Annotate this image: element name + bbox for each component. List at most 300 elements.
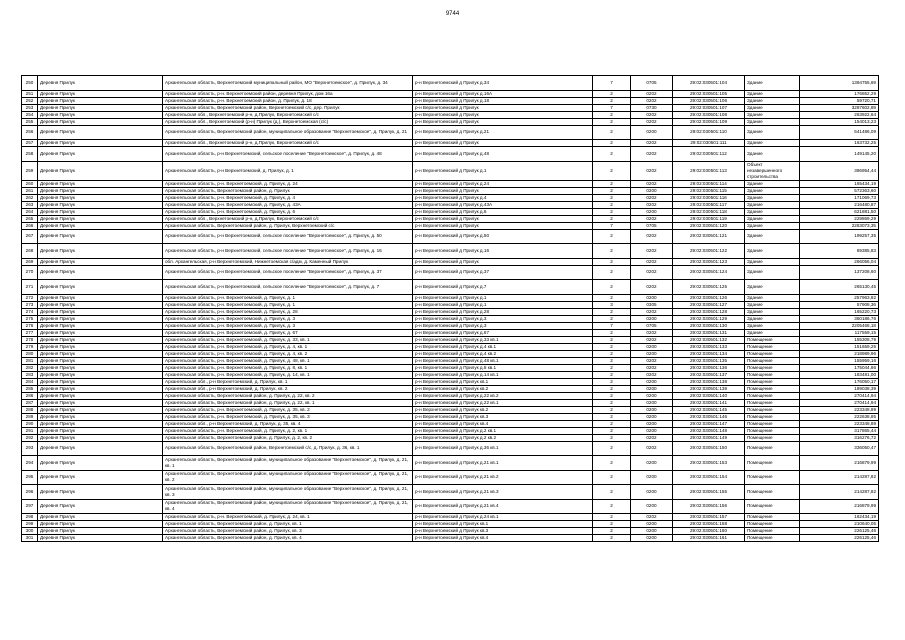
full-address-cell: Архангельская область, Верхнетоемский район, муниципальное образование "Верхнетоемское", д. Прилук, д. 21, кв. 1 <box>163 456 413 471</box>
cadastral-number-cell: 29:02:030501:108 <box>673 111 745 118</box>
row-number-cell: 274 <box>22 308 38 315</box>
group-code-cell: 2 <box>593 371 631 378</box>
full-address-cell: Архангельская область, р-н. Верхнетоемский, д. Прилук, д. 4, кв. 1 <box>163 343 413 350</box>
cadastral-value-cell: 223348,89 <box>800 406 879 413</box>
full-address-cell: Архангельская обл., р-н Верхнетоемский, д. Прилук, д. 35, кв. 4 <box>163 420 413 427</box>
row-number-cell: 300 <box>22 528 38 535</box>
cadastral-number-cell: 29:02:030501:116 <box>673 194 745 201</box>
cadastral-number-cell: 29:02:030501:139 <box>673 385 745 392</box>
short-address-cell: р-н Верхнетоемский д Прилук д.28 <box>413 308 593 315</box>
settlement-cell: Деревня Прилук <box>38 392 163 399</box>
object-type-cell: Здание <box>745 294 800 301</box>
table-row <box>22 350 879 357</box>
table-row <box>22 514 879 521</box>
row-number-cell: 279 <box>22 343 38 350</box>
settlement-cell: Деревня Прилук <box>38 350 163 357</box>
table-row <box>22 456 879 471</box>
subgroup-code-cell: 0200 <box>631 413 673 420</box>
full-address-cell: Архангельская область, р-н. Верхнетоемский, д. Прилук, д. 1 <box>163 294 413 301</box>
object-type-cell: Здание <box>745 301 800 308</box>
group-code-cell: 2 <box>593 378 631 385</box>
table-row <box>22 118 879 125</box>
cadastral-number-cell: 29:02:030501:150 <box>673 441 745 456</box>
table-row <box>22 343 879 350</box>
short-address-cell: р-н Верхнетоемский д Прилук кв.4 <box>413 420 593 427</box>
cadastral-value-cell: 263922,64 <box>800 111 879 118</box>
settlement-cell: Деревня Прилук <box>38 104 163 111</box>
cadastral-number-cell: 29:02:030501:109 <box>673 118 745 125</box>
short-address-cell: р-н Верхнетоемский д Прилук д.4 кв.2 <box>413 350 593 357</box>
subgroup-code-cell: 0200 <box>631 294 673 301</box>
short-address-cell: р-н Верхнетоемский д Прилук д.16 <box>413 244 593 259</box>
settlement-cell: Деревня Прилук <box>38 301 163 308</box>
settlement-cell: Деревня Прилук <box>38 336 163 343</box>
settlement-cell: Деревня Прилук <box>38 322 163 329</box>
cadastral-value-cell: 162434,19 <box>800 514 879 521</box>
cadastral-value-cell: 266056,04 <box>800 258 879 265</box>
short-address-cell: р-н Верхнетоемский д Прилук д.21 кв.1 <box>413 456 593 471</box>
object-type-cell: Здание <box>745 308 800 315</box>
short-address-cell: р-н Верхнетоемский д Прилук д.50 <box>413 229 593 244</box>
cadastral-value-cell: 165434,19 <box>800 180 879 187</box>
full-address-cell: Архангельская область, р-н. Верхнетоемский, д. Прилук, д. 1 <box>163 301 413 308</box>
cadastral-value-cell: 183481,00 <box>800 371 879 378</box>
cadastral-value-cell: 226125,46 <box>800 535 879 542</box>
short-address-cell: р-н Верхнетоемский д Прилук д.21 <box>413 125 593 140</box>
cadastral-number-cell: 29:02:030501:138 <box>673 378 745 385</box>
object-type-cell: Здание <box>745 315 800 322</box>
table-row <box>22 329 879 336</box>
short-address-cell: р-н Верхнетоемский д Прилук кв.4 <box>413 535 593 542</box>
subgroup-code-cell: 0200 <box>631 427 673 434</box>
full-address-cell: Архангельская область, р-н Верхнетоемский, сельское поселение "Верхнетоемское", д. Прилук, д. 16 <box>163 244 413 259</box>
group-code-cell: 2 <box>593 470 631 485</box>
table-row <box>22 315 879 322</box>
group-code-cell: 2 <box>593 434 631 441</box>
row-number-cell: 252 <box>22 97 38 104</box>
short-address-cell: р-н Верхнетоемский д Прилук д.21 кв.2 <box>413 470 593 485</box>
cadastral-value-cell: 386954,44 <box>800 161 879 180</box>
object-type-cell: Помещение <box>745 485 800 500</box>
settlement-cell: Деревня Прилук <box>38 385 163 392</box>
object-type-cell: Помещение <box>745 413 800 420</box>
row-number-cell: 293 <box>22 441 38 456</box>
row-number-cell: 287 <box>22 399 38 406</box>
group-code-cell: 2 <box>593 315 631 322</box>
subgroup-code-cell: 0202 <box>631 201 673 208</box>
cadastral-number-cell: 29:02:030501:121 <box>673 229 745 244</box>
cadastral-value-cell: 229869,29 <box>800 215 879 222</box>
settlement-cell: Деревня Прилук <box>38 161 163 180</box>
row-number-cell: 280 <box>22 350 38 357</box>
object-type-cell: Здание <box>745 111 800 118</box>
row-number-cell: 289 <box>22 413 38 420</box>
cadastral-value-cell: 176862,29 <box>800 90 879 97</box>
full-address-cell: Архангельская область, р-н. Верхнетоемский район, д. Прилук, д. 18 <box>163 97 413 104</box>
full-address-cell: Архангельская область, р-н. Верхнетоемский, д. Прилук, д. 28 <box>163 308 413 315</box>
subgroup-code-cell: 0202 <box>631 140 673 147</box>
object-type-cell: Здание <box>745 244 800 259</box>
full-address-cell: Архангельская область, р-н. Верхнетоемский, д. Прилук, д. 4, кв. 2 <box>163 350 413 357</box>
group-code-cell: 2 <box>593 441 631 456</box>
subgroup-code-cell: 0200 <box>631 350 673 357</box>
subgroup-code-cell: 0200 <box>631 187 673 194</box>
settlement-cell: Деревня Прилук <box>38 222 163 229</box>
short-address-cell: р-н Верхнетоемский д Прилук д.48 <box>413 147 593 162</box>
cadastral-value-cell: 175044,86 <box>800 364 879 371</box>
table-row <box>22 147 879 162</box>
group-code-cell: 2 <box>593 125 631 140</box>
table-row <box>22 371 879 378</box>
object-type-cell: Помещение <box>745 514 800 521</box>
settlement-cell: Деревня Прилук <box>38 187 163 194</box>
row-number-cell: 258 <box>22 147 38 162</box>
object-type-cell: Здание <box>745 187 800 194</box>
cadastral-value-cell: 270414,94 <box>800 399 879 406</box>
full-address-cell: Архангельская область, р-н. Верхнетоемский, д. Прилук, д. 48, кв. 1 <box>163 357 413 364</box>
object-type-cell: Помещение <box>745 535 800 542</box>
group-code-cell: 2 <box>593 97 631 104</box>
group-code-cell: 2 <box>593 308 631 315</box>
row-number-cell: 298 <box>22 514 38 521</box>
subgroup-code-cell: 0202 <box>631 371 673 378</box>
cadastral-number-cell: 29:02:030501:148 <box>673 427 745 434</box>
row-number-cell: 250 <box>22 76 38 91</box>
short-address-cell: р-н Верхнетоемский д Прилук д.7 <box>413 280 593 295</box>
subgroup-code-cell: 0202 <box>631 118 673 125</box>
settlement-cell: Деревня Прилук <box>38 521 163 528</box>
cadastral-value-cell: 3287602,89 <box>800 104 879 111</box>
settlement-cell: Деревня Прилук <box>38 329 163 336</box>
subgroup-code-cell: 0202 <box>631 180 673 187</box>
object-type-cell: Здание <box>745 147 800 162</box>
table-row <box>22 322 879 329</box>
table-row <box>22 301 879 308</box>
group-code-cell: 2 <box>593 90 631 97</box>
cadastral-value-cell: 216879,99 <box>800 499 879 514</box>
cadastral-value-cell: 222638,85 <box>800 413 879 420</box>
object-type-cell: Здание <box>745 194 800 201</box>
row-number-cell: 269 <box>22 258 38 265</box>
short-address-cell: р-н Верхнетоемский д Прилук д.21 кв.3 <box>413 485 593 500</box>
short-address-cell: р-н Верхнетоемский д Прилук д.1 <box>413 301 593 308</box>
group-code-cell: 2 <box>593 180 631 187</box>
row-number-cell: 275 <box>22 315 38 322</box>
settlement-cell: Деревня Прилук <box>38 147 163 162</box>
cadastral-value-cell: 57908,36 <box>800 301 879 308</box>
short-address-cell: р-н Верхнетоемский д Прилук кв.3 <box>413 413 593 420</box>
table-row <box>22 427 879 434</box>
table-row <box>22 535 879 542</box>
full-address-cell: Архангельская область, р-н. Верхнетоемский, д. Прилук, д. 8, кв. 1 <box>163 364 413 371</box>
group-code-cell: 2 <box>593 111 631 118</box>
cadastral-value-cell: 216879,99 <box>800 456 879 471</box>
group-code-cell: 2 <box>593 265 631 280</box>
row-number-cell: 295 <box>22 470 38 485</box>
table-row <box>22 364 879 371</box>
group-code-cell: 2 <box>593 456 631 471</box>
settlement-cell: Деревня Прилук <box>38 371 163 378</box>
subgroup-code-cell: 0202 <box>631 357 673 364</box>
group-code-cell: 2 <box>593 364 631 371</box>
cadastral-number-cell: 29:02:030501:141 <box>673 399 745 406</box>
cadastral-value-cell: 216480,87 <box>800 201 879 208</box>
row-number-cell: 286 <box>22 392 38 399</box>
row-number-cell: 262 <box>22 194 38 201</box>
table-row <box>22 357 879 364</box>
object-type-cell: Здание <box>745 329 800 336</box>
full-address-cell: Архангельская область, Верхнетоемский район, д. Прилук, д. 2, кв. 2 <box>163 434 413 441</box>
cadastral-number-cell: 29:02:030501:134 <box>673 350 745 357</box>
page-number: 9744 <box>445 11 460 17</box>
table-body <box>22 76 879 542</box>
row-number-cell: 257 <box>22 140 38 147</box>
group-code-cell: 2 <box>593 294 631 301</box>
full-address-cell: Архангельская область, р-н. Верхнетоемский, д. Прилук, д. 3 <box>163 315 413 322</box>
full-address-cell: Архангельская область, Верхнетоемский район, муниципальное образование "Верхнетоемское", д. Прилук, д. 21, кв. 3 <box>163 485 413 500</box>
object-type-cell: Здание <box>745 208 800 215</box>
group-code-cell: 2 <box>593 399 631 406</box>
cadastral-number-cell: 29:02:030501:111 <box>673 140 745 147</box>
short-address-cell: р-н Верхнетоемский д Прилук д.18 <box>413 97 593 104</box>
settlement-cell: Деревня Прилук <box>38 76 163 91</box>
group-code-cell: 2 <box>593 413 631 420</box>
full-address-cell: Архангельская область, Верхнетоемский район, д. Прилук, кв. 3 <box>163 528 413 535</box>
settlement-cell: Деревня Прилук <box>38 514 163 521</box>
table-row <box>22 187 879 194</box>
group-code-cell: 2 <box>593 147 631 162</box>
table-row <box>22 521 879 528</box>
group-code-cell: 2 <box>593 229 631 244</box>
table-row <box>22 97 879 104</box>
cadastral-value-cell: 572363,60 <box>800 187 879 194</box>
short-address-cell: р-н Верхнетоемский д Прилук д.8 кв.1 <box>413 364 593 371</box>
group-code-cell: 2 <box>593 392 631 399</box>
settlement-cell: Деревня Прилук <box>38 535 163 542</box>
subgroup-code-cell: 0705 <box>631 76 673 91</box>
row-number-cell: 283 <box>22 371 38 378</box>
cadastral-value-cell: 189038,39 <box>800 385 879 392</box>
settlement-cell: Деревня Прилук <box>38 441 163 456</box>
table-row <box>22 308 879 315</box>
short-address-cell: р-н Верхнетоемский д Прилук кв.2 <box>413 385 593 392</box>
group-code-cell: 2 <box>593 201 631 208</box>
settlement-cell: Деревня Прилук <box>38 427 163 434</box>
cadastral-value-cell: 226125,46 <box>800 528 879 535</box>
object-type-cell: Здание <box>745 90 800 97</box>
object-type-cell: Здание <box>745 201 800 208</box>
object-type-cell: Помещение <box>745 378 800 385</box>
short-address-cell: р-н Верхнетоемский д Прилук д.4 <box>413 194 593 201</box>
row-number-cell: 285 <box>22 385 38 392</box>
object-type-cell: Здание <box>745 97 800 104</box>
cadastral-number-cell: 29:02:030501:146 <box>673 413 745 420</box>
cadastral-number-cell: 29:02:030501:112 <box>673 147 745 162</box>
row-number-cell: 297 <box>22 499 38 514</box>
row-number-cell: 254 <box>22 111 38 118</box>
settlement-cell: Деревня Прилук <box>38 434 163 441</box>
settlement-cell: Деревня Прилук <box>38 420 163 427</box>
object-type-cell: Здание <box>745 140 800 147</box>
subgroup-code-cell: 0202 <box>631 434 673 441</box>
object-type-cell: Помещение <box>745 420 800 427</box>
row-number-cell: 281 <box>22 357 38 364</box>
row-number-cell: 276 <box>22 322 38 329</box>
subgroup-code-cell: 0705 <box>631 322 673 329</box>
cadastral-number-cell: 29:02:030501:126 <box>673 294 745 301</box>
settlement-cell: Деревня Прилук <box>38 97 163 104</box>
object-type-cell: Помещение <box>745 528 800 535</box>
cadastral-value-cell: 1394755,69 <box>800 76 879 91</box>
full-address-cell: Архангельская обл., Верхнетоемский р-н, д.Прилук, Верхнетоемский с/с <box>163 111 413 118</box>
settlement-cell: Деревня Прилук <box>38 265 163 280</box>
cadastral-number-cell: 29:02:030501:135 <box>673 357 745 364</box>
cadastral-value-cell: 257963,82 <box>800 294 879 301</box>
group-code-cell: 7 <box>593 76 631 91</box>
subgroup-code-cell: 0200 <box>631 420 673 427</box>
cadastral-value-cell: 117559,15 <box>800 329 879 336</box>
object-type-cell: Здание <box>745 215 800 222</box>
subgroup-code-cell: 0202 <box>631 244 673 259</box>
cadastral-value-cell: 165220,73 <box>800 308 879 315</box>
row-number-cell: 251 <box>22 90 38 97</box>
object-type-cell: Помещение <box>745 392 800 399</box>
table-row <box>22 406 879 413</box>
short-address-cell: р-н Верхнетоемский д Прилук д.2 кв.2 <box>413 434 593 441</box>
cadastral-value-cell: 541486,09 <box>800 125 879 140</box>
cadastral-value-cell: 89385,83 <box>800 244 879 259</box>
object-type-cell: Помещение <box>745 336 800 343</box>
group-code-cell: 2 <box>593 244 631 259</box>
subgroup-code-cell: 0200 <box>631 125 673 140</box>
cadastral-number-cell: 29:02:030501:117 <box>673 201 745 208</box>
full-address-cell: Архангельская обл., Верхнетоемский р-н, д.Прилук, Верхнетоемский с/с <box>163 215 413 222</box>
short-address-cell: р-н Верхнетоемский д Прилук д.3 <box>413 315 593 322</box>
group-code-cell: 7 <box>593 104 631 111</box>
table-row <box>22 194 879 201</box>
subgroup-code-cell: 0200 <box>631 385 673 392</box>
subgroup-code-cell: 0202 <box>631 229 673 244</box>
group-code-cell: 2 <box>593 336 631 343</box>
cadastral-number-cell: 29:02:030501:158 <box>673 521 745 528</box>
settlement-cell: Деревня Прилук <box>38 258 163 265</box>
cadastral-number-cell: 29:02:030501:107 <box>673 104 745 111</box>
row-number-cell: 294 <box>22 456 38 471</box>
cadastral-value-cell: 163732,25 <box>800 140 879 147</box>
subgroup-code-cell: 0200 <box>631 343 673 350</box>
cadastral-number-cell: 29:02:030501:140 <box>673 392 745 399</box>
short-address-cell: р-н Верхнетоемский д Прилук д.6 <box>413 208 593 215</box>
subgroup-code-cell: 0202 <box>631 90 673 97</box>
subgroup-code-cell: 0202 <box>631 308 673 315</box>
cadastral-value-cell: 317865,44 <box>800 427 879 434</box>
group-code-cell: 2 <box>593 420 631 427</box>
subgroup-code-cell: 0202 <box>631 265 673 280</box>
table-row <box>22 215 879 222</box>
settlement-cell: Деревня Прилук <box>38 399 163 406</box>
row-number-cell: 292 <box>22 434 38 441</box>
table-row <box>22 244 879 259</box>
object-type-cell: Здание <box>745 118 800 125</box>
object-type-cell: Здание <box>745 180 800 187</box>
cadastral-value-cell: 154013,23 <box>800 118 879 125</box>
row-number-cell: 264 <box>22 208 38 215</box>
full-address-cell: Архангельская область, Верхнетоемский район, д. Прилук, кв. 1 <box>163 521 413 528</box>
settlement-cell: Деревня Прилук <box>38 90 163 97</box>
full-address-cell: Архангельская обл., р-н Верхнетоемский, д. Прилук, кв. 1 <box>163 378 413 385</box>
settlement-cell: Деревня Прилук <box>38 229 163 244</box>
full-address-cell: Архангельская область, р-н Верхнетоемский, сельское поселение "Верхнетоемское", д. Прилук, д. 7 <box>163 280 413 295</box>
row-number-cell: 263 <box>22 201 38 208</box>
subgroup-code-cell: 0200 <box>631 499 673 514</box>
table-row <box>22 441 879 456</box>
cadastral-number-cell: 29:02:030501:160 <box>673 528 745 535</box>
full-address-cell: Архангельская область, Верхнетоемский муниципальный район, МО "Верхнетоемское", д. Прилук, д. 34 <box>163 76 413 91</box>
subgroup-code-cell: 0200 <box>631 399 673 406</box>
full-address-cell: Архангельская область, р-н Верхнетоемский, сельское поселение "Верхнетоемское", д. Прилук, д. 37 <box>163 265 413 280</box>
cadastral-number-cell: 29:02:030501:129 <box>673 315 745 322</box>
full-address-cell: Архангельская область, р-н. Верхнетоемский, д. Прилук, д. 4 <box>163 194 413 201</box>
subgroup-code-cell: 0200 <box>631 378 673 385</box>
short-address-cell: р-н Верхнетоемский д Прилук д.1 <box>413 161 593 180</box>
settlement-cell: Деревня Прилук <box>38 456 163 471</box>
full-address-cell: Архангельская область, Верхнетоемский район, Верхнетоемский с/с, дер. Прилук <box>163 104 413 111</box>
short-address-cell: р-н Верхнетоемский д Прилук д.24 кв.1 <box>413 514 593 521</box>
full-address-cell: Архангельская область, р-н Верхнетоемский, д. Прилук, д. 1 <box>163 161 413 180</box>
cadastral-number-cell: 29:02:030501:119 <box>673 215 745 222</box>
full-address-cell: Архангельская область, Верхнетоемский район, Верхнетоемский с/с, д. Прилук, д. 36, кв. 1 <box>163 441 413 456</box>
cadastral-value-cell: 316276,72 <box>800 434 879 441</box>
short-address-cell: р-н Верхнетоемский д Прилук д.37 <box>413 265 593 280</box>
cadastral-number-cell: 29:02:030501:113 <box>673 161 745 180</box>
group-code-cell: 2 <box>593 329 631 336</box>
object-type-cell: Помещение <box>745 357 800 364</box>
group-code-cell: 2 <box>593 161 631 180</box>
settlement-cell: Деревня Прилук <box>38 357 163 364</box>
row-number-cell: 265 <box>22 215 38 222</box>
row-number-cell: 256 <box>22 125 38 140</box>
cadastral-value-cell: 360186,76 <box>800 315 879 322</box>
short-address-cell: р-н Верхнетоемский д Прилук <box>413 222 593 229</box>
row-number-cell: 291 <box>22 427 38 434</box>
cadastral-value-cell: 2205468,18 <box>800 322 879 329</box>
cadastral-number-cell: 29:02:030501:161 <box>673 535 745 542</box>
table-row <box>22 434 879 441</box>
object-type-cell: Здание <box>745 104 800 111</box>
object-type-cell: Помещение <box>745 441 800 456</box>
row-number-cell: 255 <box>22 118 38 125</box>
cadastral-number-cell: 29:02:030501:105 <box>673 90 745 97</box>
row-number-cell: 259 <box>22 161 38 180</box>
row-number-cell: 273 <box>22 301 38 308</box>
full-address-cell: Архангельская область, р-н. Верхнетоемский, д. Прилук, д. 2, кв. 1 <box>163 427 413 434</box>
full-address-cell: Архангельская область, Верхнетоемский район, муниципальное образование "Верхнетоемское", д. Прилук, д. 21, кв. 2 <box>163 470 413 485</box>
table-row <box>22 222 879 229</box>
subgroup-code-cell: 0305 <box>631 301 673 308</box>
cadastral-value-cell: 223348,89 <box>800 420 879 427</box>
row-number-cell: 288 <box>22 406 38 413</box>
object-type-cell: Помещение <box>745 406 800 413</box>
short-address-cell: р-н Верхнетоемский д Прилук д.33 кв.1 <box>413 336 593 343</box>
row-number-cell: 272 <box>22 294 38 301</box>
table-row <box>22 258 879 265</box>
settlement-cell: Деревня Прилук <box>38 125 163 140</box>
cadastral-number-cell: 29:02:030501:110 <box>673 125 745 140</box>
group-code-cell: 2 <box>593 118 631 125</box>
row-number-cell: 290 <box>22 420 38 427</box>
cadastral-value-cell: 210640,05 <box>800 521 879 528</box>
subgroup-code-cell: 0200 <box>631 485 673 500</box>
